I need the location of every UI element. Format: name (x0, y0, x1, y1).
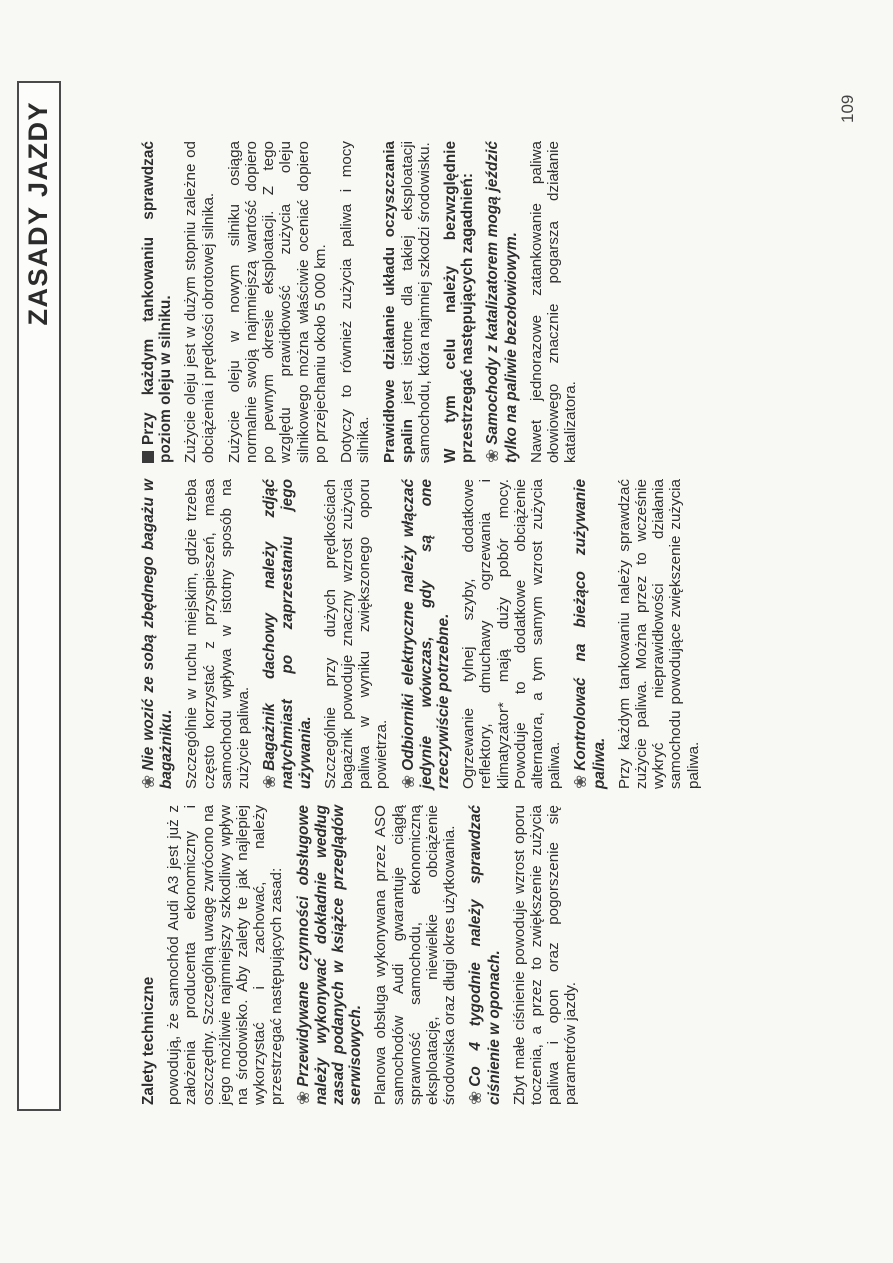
item-electrical-title (400, 479, 453, 789)
requirements-heading: W tym celu należy bezwzględnie przestrzegać następujących zagadnień: (442, 141, 477, 463)
item-roof-rack-text: Szczególnie przy dużych prędkościach bagażnik powoduje znaczny wzrost zużycia paliwa w wyniku zwiększonego oporu powietrza. (321, 479, 391, 789)
new-engine-oil-paragraph: Zużycie oleju w nowym silniku osiąga normalnie swoją najmniejszą wartość dopiero po pewnym okresie eksploatacji. Z tego względu prawidłowość zużycia oleju silnikowego można właściwie oceniać dopiero po przejechaniu około 5 000 km. (225, 141, 329, 463)
item-tyre-pressure-title (467, 805, 502, 1105)
item-electrical-text: Ogrzewanie tylnej szyby, dodatkowe reflektory, dmuchawy ogrzewania i klimatyzator* mają duży pobór mocy. Powoduje to dodatkowe obciążenie alternatora, a tym samym wzrost zużycia paliwa. (460, 479, 564, 789)
item-fuel-monitor-title-text: Kontrolować na bieżąco zużywanie paliwa. (572, 479, 608, 789)
item-fuel-monitor-text: Przy każdym tankowaniu należy sprawdzać zużycie paliwa. Można przez to wcześnie wykryć nieprawidłowości działania samochodu powodujące zwiększenie zużycia paliwa. (615, 479, 702, 789)
column-2 (140, 479, 711, 789)
exhaust-lead: Prawidłowe działanie układu oczyszczania spalin (381, 141, 416, 463)
eco-flower-icon: ❀ (139, 774, 159, 789)
eco-flower-icon: ❀ (571, 774, 592, 789)
item-catalyst-title (484, 141, 519, 463)
item-oil-check-title (140, 141, 174, 463)
column-1 (140, 805, 589, 1105)
page-number: 109 (838, 94, 857, 123)
column-3 (140, 141, 588, 463)
fuel-power-paragraph: Dotyczy to również zużycia paliwa i mocy silnika. (338, 141, 373, 463)
oil-consumption-paragraph: Zużycie oleju jest w dużym stopniu zależne od obciążenia i prędkości obrotowej silnika. (182, 141, 217, 463)
item-oil-check-title-text: Przy każdym tankowaniu sprawdzać poziom oleju w silniku. (140, 141, 175, 463)
item-tyre-pressure-text: Zbyt małe ciśnienie powoduje wzrost oporu toczenia, a przez to zwiększenie zużycia paliwa i opon oraz pogorszenie się parametrów jazdy. (510, 805, 580, 1105)
item-luggage-title-text: Nie wozić ze sobą zbędnego bagażu w bagażniku. (140, 479, 176, 789)
eco-flower-icon: ❀ (398, 774, 419, 789)
eco-flower-icon: ❀ (466, 1090, 487, 1105)
item-electrical-title-text: Odbiorniki elektryczne należy włączać jedynie wówczas, gdy są one rzeczywiście potrzebne. (399, 479, 453, 789)
item-luggage-text: Szczególnie w ruchu miejskim, gdzie trzeba często korzystać z przyspieszeń, masa samochodu wpływa w istotny sposób na zużycie paliwa. (183, 479, 253, 789)
item-tyre-pressure-title-text: Co 4 tygodnie należy sprawdzać ciśnienie w oponach. (467, 805, 503, 1105)
intro-paragraph: powodują, że samochód Audi A3 jest już z założenia producenta ekonomiczny i oszczędny. Szczególną uwagę zwrócono na jego możliwie najmniejszy szkodliwy wpływ na środowisko. Aby zalety te jak najlepiej wykorzystać i zachować, należy przestrzegać następujących zasad: (165, 805, 286, 1105)
exhaust-paragraph (381, 141, 433, 463)
item-service-title (295, 805, 365, 1105)
exhaust-rest: jest istotne dla takiej eksploatacji samochodu, która najmniej szkodzi środowisku. (398, 141, 433, 463)
eco-flower-icon: ❀ (483, 448, 504, 463)
item-roof-rack-title-text: Bagażnik dachowy należy zdjąć natychmiast po zaprzestaniu jego używania. (261, 479, 314, 789)
item-luggage-title (140, 479, 175, 789)
item-catalyst-text: Nawet jednorazowe zatankowanie paliwa ołowiowego znacznie pogarsza działanie katalizatora. (527, 141, 580, 463)
square-bullet-icon (142, 451, 154, 463)
heading-technical-advantages: Zalety techniczne (140, 976, 157, 1105)
item-roof-rack-title (261, 479, 314, 789)
item-catalyst-title-text: Samochody z katalizatorem mogą jeździć tylko na paliwie bezołowiowym. (484, 141, 520, 463)
section-title: ZASADY JAZDY (23, 101, 53, 326)
eco-flower-icon: ❀ (260, 774, 281, 789)
eco-flower-icon: ❀ (293, 1090, 314, 1105)
section-header (17, 81, 61, 1111)
item-service-text: Planowa obsługa wykonywana przez ASO samochodów Audi gwarantuje ciągłą sprawność samochodu, ekonomiczną eksploatację, niewielkie obciążenie środowiska oraz długi okres użytkowania. (372, 805, 459, 1105)
item-service-title-text: Przewidywane czynności obsługowe należy wykonywać dokładnie według zasad podanych w książce przeglądów serwisowych. (294, 805, 365, 1105)
item-fuel-monitor-title (572, 479, 607, 789)
